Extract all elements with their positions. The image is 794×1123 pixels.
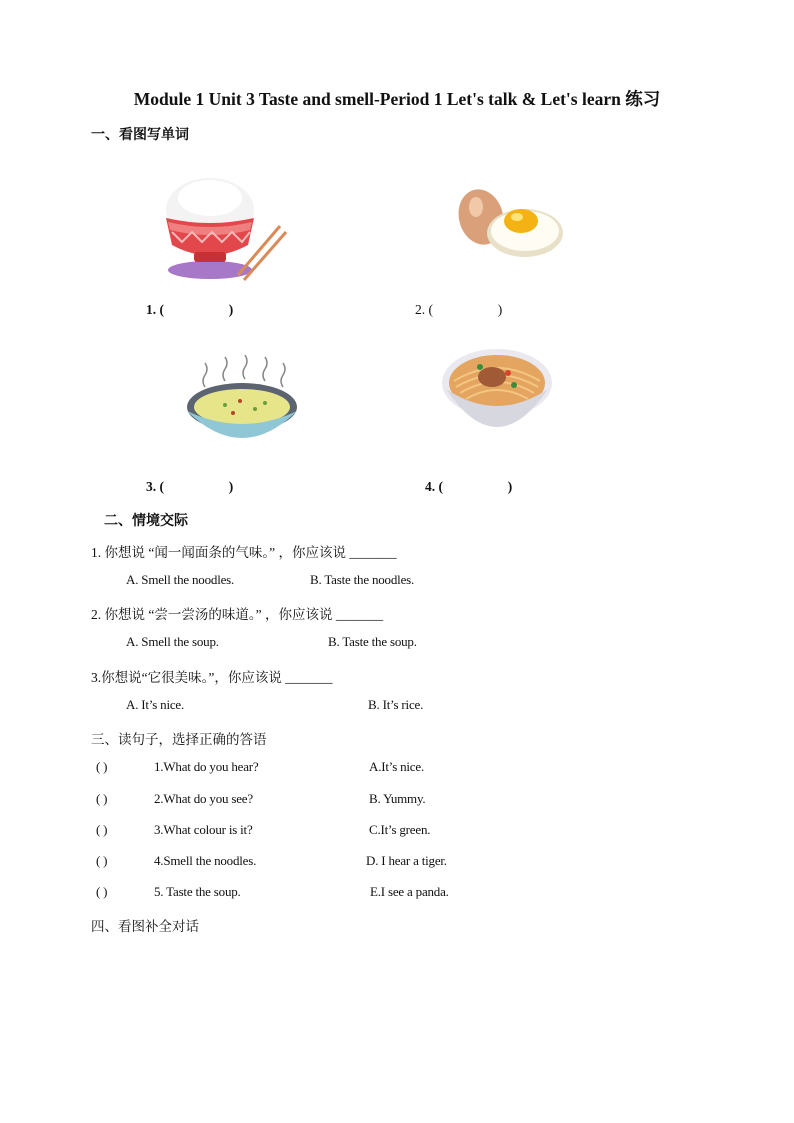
answer-paren-2[interactable]: ( ): [96, 791, 108, 806]
question-2-2: 2. 你想说 “尝一尝汤的味道。” ，你应该说 _______: [91, 607, 384, 622]
item-3-close: ): [228, 479, 234, 494]
match-answer-a: A.It’s nice.: [369, 759, 425, 774]
section-1-heading: 一、看图写单词: [91, 128, 189, 143]
match-answer-d: D. I hear a tiger.: [366, 853, 447, 868]
match-answer-c: C.It’s green.: [369, 822, 431, 837]
match-question-3: 3.What colour is it?: [154, 822, 253, 837]
section-3-heading: 三、读句子，选择正确的答语: [91, 732, 267, 747]
question-2-1: 1. 你想说 “闻一闻面条的气味。” ，你应该说 _______: [91, 545, 397, 560]
match-answer-b: B. Yummy.: [369, 791, 426, 806]
match-question-5: 5. Taste the soup.: [154, 884, 241, 899]
rice-bowl-icon: [160, 170, 290, 285]
option-2-3-a[interactable]: A. It’s nice.: [126, 697, 185, 712]
section-2-heading: 二、情境交际: [104, 514, 188, 529]
item-4-label: 4. (: [425, 479, 443, 494]
page-title: Module 1 Unit 3 Taste and smell-Period 1 Let's talk & Let's learn 练习: [133, 89, 661, 109]
eggs-icon: [455, 185, 567, 265]
match-answer-e: E.I see a panda.: [370, 884, 449, 899]
option-2-2-a[interactable]: A. Smell the soup.: [126, 634, 219, 649]
section-4-heading: 四、看图补全对话: [91, 919, 199, 934]
item-2-label: 2. (: [415, 302, 433, 317]
noodles-bowl-icon: [440, 345, 555, 440]
item-1-close: ): [228, 302, 234, 317]
item-1-label: 1. (: [146, 302, 164, 317]
answer-paren-3[interactable]: ( ): [96, 822, 108, 837]
answer-paren-4[interactable]: ( ): [96, 853, 108, 868]
soup-bowl-icon: [185, 355, 300, 455]
item-3-label: 3. (: [146, 479, 164, 494]
match-question-2: 2.What do you see?: [154, 791, 253, 806]
question-2-3: 3.你想说“它很美味。”，你应该说 _______: [91, 670, 333, 685]
match-question-1: 1.What do you hear?: [154, 759, 259, 774]
option-2-1-b[interactable]: B. Taste the noodles.: [310, 572, 415, 587]
answer-paren-5[interactable]: ( ): [96, 884, 108, 899]
option-2-3-b[interactable]: B. It’s rice.: [368, 697, 424, 712]
option-2-1-a[interactable]: A. Smell the noodles.: [126, 572, 235, 587]
option-2-2-b[interactable]: B. Taste the soup.: [328, 634, 417, 649]
answer-paren-1[interactable]: ( ): [96, 759, 108, 774]
item-4-close: ): [507, 479, 513, 494]
match-question-4: 4.Smell the noodles.: [154, 853, 257, 868]
item-2-close: ): [497, 302, 503, 317]
